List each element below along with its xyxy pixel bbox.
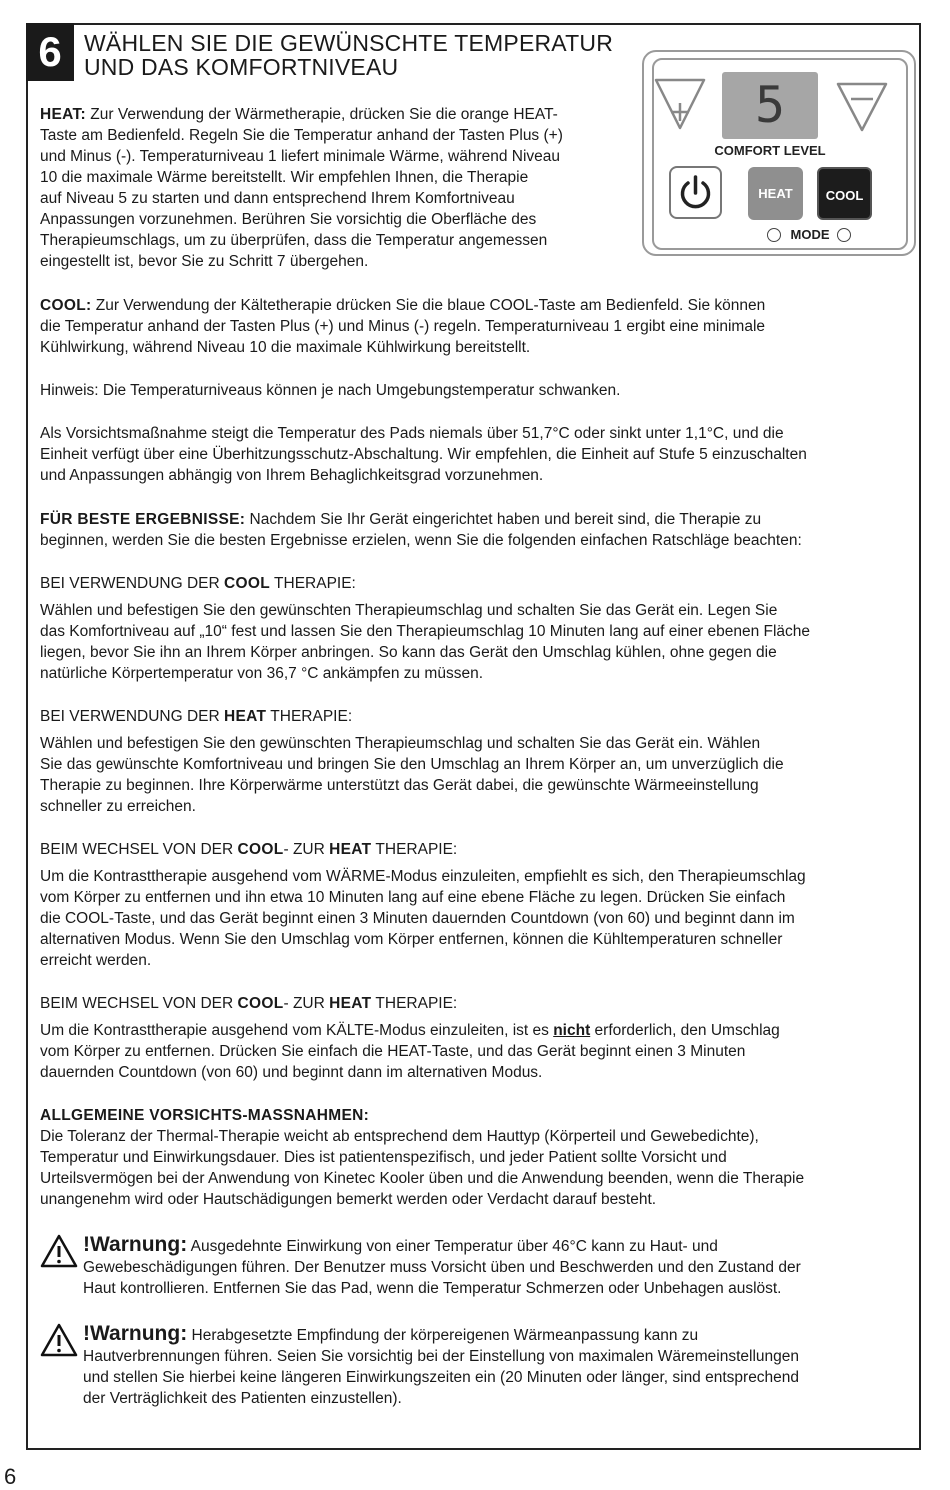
warning-line: und stellen Sie hierbei keine längeren Einwirkungszeiten ein (20 Minuten oder länger, sind entsprechend — [83, 1369, 800, 1386]
warning-line: Gewebeschädigungen führen. Der Benutzer muss Vorsicht üben und Beschwerden und den Zustand der — [83, 1259, 801, 1276]
section-line: Therapie zu beginnen. Ihre Körperwärme unterstützt das Gerät dabei, die gewünschte Wärmeeinstellung — [40, 777, 759, 794]
cool-mode-led — [837, 228, 851, 242]
power-icon — [671, 168, 720, 217]
precaution-line: Einheit verfügt über eine Überhitzungsschutz-Abschaltung. Wir empfehlen, die Einheit auf Stufe 5 einzuschalten — [40, 446, 807, 463]
warning-icon — [40, 1233, 78, 1269]
cool-button: COOL — [817, 167, 872, 220]
section-line: Um die Kontrasttherapie ausgehend vom WÄRME-Modus einzuleiten, empfiehlt es sich, den Therapieumschlag — [40, 868, 806, 885]
best-line: beginnen, werden Sie die besten Ergebnisse erzielen, wenn Sie die folgenden einfachen Ratschläge beachten: — [40, 532, 802, 549]
warning-1 — [83, 1234, 903, 1299]
warning-line: Herabgesetzte Empfindung der körpereigenen Wärmeanpassung kann zu — [187, 1327, 699, 1344]
best-results-paragraph — [40, 509, 910, 551]
section-line: alternativen Modus. Wenn Sie den Umschlag vom Körper entfernen, können die Kühltemperaturen schneller — [40, 931, 783, 948]
plus-icon — [652, 76, 708, 132]
minus-icon — [834, 78, 890, 134]
section-line: erreicht werden. — [40, 952, 152, 969]
section-line: das Komfortniveau auf „10“ fest und lassen Sie den Therapieumschlag 10 Minuten lang auf einer ebenen Fläche — [40, 623, 811, 640]
warning-line: Haut kontrollieren. Entfernen Sie das Pad, wenn die Temperatur Schmerzen oder Unbehagen auslöst. — [83, 1280, 782, 1297]
section-line: natürliche Körpertemperatur von 36,7 °C ankämpfen zu müssen. — [40, 665, 484, 682]
section-heading: BEIM WECHSEL VON DER COOL- ZUR HEAT THERAPIE: — [40, 841, 458, 858]
general-precautions — [40, 1105, 910, 1210]
section-line: Sie das gewünschte Komfortniveau und bringen Sie den Umschlag an Ihrem Körper an, um unverzüglich die — [40, 756, 784, 773]
title-line-2: UND DAS KOMFORTNIVEAU — [84, 54, 399, 80]
note-paragraph: Hinweis: Die Temperaturniveaus können je nach Umgebungstemperatur schwanken. — [40, 382, 621, 399]
heat-label: HEAT: — [40, 106, 86, 123]
section-line: Um die Kontrasttherapie ausgehend vom KÄLTE-Modus einzuleiten, ist es nicht erforderlich, den Umschlag — [40, 1022, 780, 1039]
mode-label: MODE — [790, 227, 830, 242]
precaution-line: und Anpassungen abhängig von Ihrem Behaglichkeitsgrad vorzunehmen. — [40, 467, 544, 484]
section-line: Wählen und befestigen Sie den gewünschten Therapieumschlag und schalten Sie das Gerät ein. Legen Sie — [40, 602, 778, 619]
display-value: 5 — [754, 76, 786, 134]
section-line: dauernden Countdown (von 60) und beginnt dann im alternativen Modus. — [40, 1064, 543, 1081]
section-line: liegen, bevor Sie ihn an Ihrem Körper anbringen. So kann das Gerät den Umschlag kühlen, ohne gegen die — [40, 644, 777, 661]
section-heading: BEIM WECHSEL VON DER COOL- ZUR HEAT THERAPIE: — [40, 995, 458, 1012]
warning-line: der Verträglichkeit des Patienten einzustellen). — [83, 1390, 402, 1407]
switch-section-2 — [40, 993, 910, 1083]
heat-line: auf Niveau 5 zu starten und dann entsprechend Ihrem Komfortniveau — [40, 190, 515, 207]
switch-section-1 — [40, 839, 910, 971]
precaution-line: Als Vorsichtsmaßnahme steigt die Temperatur des Pads niemals über 51,7°C oder sinkt unter 1,1°C, und die — [40, 425, 784, 442]
section-line: Wählen und befestigen Sie den gewünschten Therapieumschlag und schalten Sie das Gerät ein. Wählen — [40, 735, 761, 752]
section-heading: BEI VERWENDUNG DER HEAT THERAPIE: — [40, 708, 353, 725]
power-button — [669, 166, 722, 219]
page-number: 6 — [4, 1464, 17, 1489]
comfort-level-label: COMFORT LEVEL — [714, 143, 826, 158]
heat-line: eingestellt ist, bevor Sie zu Schritt 7 übergehen. — [40, 253, 369, 270]
cool-therapy-section — [40, 573, 910, 684]
general-line: unangenehm wird oder Hautschädigungen bemerkt werden oder Verdacht darauf besteht. — [40, 1191, 657, 1208]
heat-line: Zur Verwendung der Wärmetherapie, drücken Sie die orange HEAT- — [86, 106, 558, 123]
heat-button: HEAT — [748, 167, 803, 220]
section-line: die COOL-Taste, und das Gerät beginnt einen 3 Minuten dauernden Countdown (von 60) und beginnt dann im — [40, 910, 795, 927]
heat-line: 10 die maximale Wärme bereitstellt. Wir empfehlen Ihnen, die Therapie — [40, 169, 529, 186]
emphasis-nicht: nicht — [553, 1022, 591, 1039]
cool-label: COOL: — [40, 297, 92, 314]
warning-line: Ausgedehnte Einwirkung von einer Temperatur über 46°C kann zu Haut- und — [187, 1238, 718, 1255]
heat-therapy-section — [40, 706, 910, 817]
best-line: Nachdem Sie Ihr Gerät eingerichtet haben und bereit sind, die Therapie zu — [245, 511, 762, 528]
cool-line: die Temperatur anhand der Tasten Plus (+) und Minus (-) regeln. Temperaturniveau 1 ergibt eine minimale — [40, 318, 766, 335]
general-precautions-heading: ALLGEMEINE VORSICHTS-MASSNAHMEN: — [40, 1107, 370, 1124]
section-line: vom Körper zu entfernen. Drücken Sie einfach die HEAT-Taste, und das Gerät beginnt einen 3 Minuten — [40, 1043, 746, 1060]
cool-line: Kühlwirkung, während Niveau 10 die maximale Kühlwirkung bereitstellt. — [40, 339, 531, 356]
comfort-level-display — [722, 72, 818, 139]
cool-line: Zur Verwendung der Kältetherapie drücken Sie die blaue COOL-Taste am Bedienfeld. Sie können — [91, 297, 766, 314]
precaution-paragraph — [40, 423, 910, 486]
heat-line: und Minus (-). Temperaturniveau 1 liefert minimale Wärme, während Niveau — [40, 148, 561, 165]
warning-line: Hautverbrennungen führen. Seien Sie vorsichtig bei der Einstellung von maximalen Wäremeinstellungen — [83, 1348, 799, 1365]
warning-1-title: !Warnung: — [83, 1233, 188, 1256]
section-line: vom Körper zu entfernen und ihn etwa 10 Minuten lang auf eine ebene Fläche zu legen. Drücken Sie einfach — [40, 889, 786, 906]
title-line-1: WÄHLEN SIE DIE GEWÜNSCHTE TEMPERATUR — [84, 30, 614, 56]
heat-line: Anpassungen vorzunehmen. Berühren Sie vorsichtig die Oberfläche des — [40, 211, 537, 228]
heat-line: Therapieumschlags, um zu überprüfen, dass die Temperatur angemessen — [40, 232, 548, 249]
general-line: Die Toleranz der Thermal-Therapie weicht ab entsprechend dem Hauttyp (Körperteil und Gewebedichte), — [40, 1128, 759, 1145]
section-heading: BEI VERWENDUNG DER COOL THERAPIE: — [40, 575, 356, 592]
best-results-label: FÜR BESTE ERGEBNISSE: — [40, 511, 246, 528]
heat-paragraph — [40, 104, 630, 272]
page-title — [84, 31, 644, 79]
step-number: 6 — [26, 23, 74, 81]
warning-icon — [40, 1322, 78, 1358]
cool-paragraph — [40, 295, 910, 358]
section-line: schneller zu erreichen. — [40, 798, 196, 815]
general-line: Urteilsvermögen bei der Anwendung von Kinetec Kooler üben und die Anwendung beenden, wenn die Therapie — [40, 1170, 805, 1187]
heat-line: Taste am Bedienfeld. Regeln Sie die Temperatur anhand der Tasten Plus (+) — [40, 127, 563, 144]
warning-2 — [83, 1323, 903, 1409]
heat-mode-led — [767, 228, 781, 242]
general-line: Temperatur und Einwirkungsdauer. Dies ist patientenspezifisch, und jeder Patient sollte Vorsicht und — [40, 1149, 727, 1166]
warning-2-title: !Warnung: — [83, 1322, 188, 1345]
